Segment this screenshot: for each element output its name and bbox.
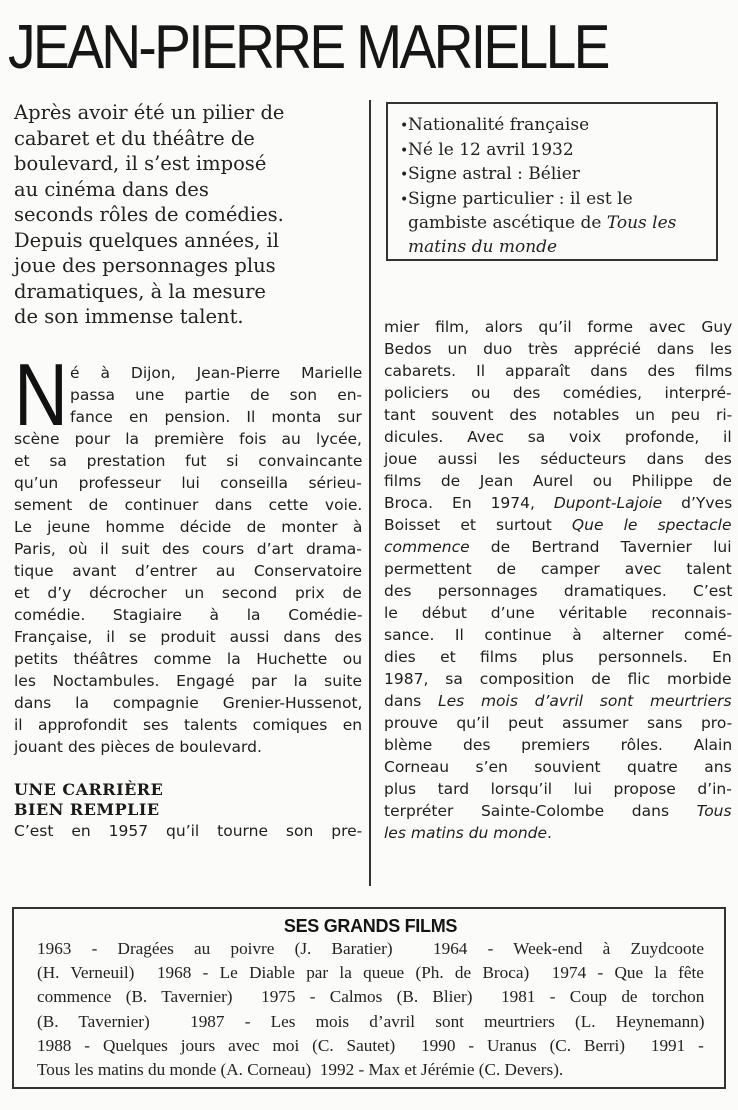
column-divider: [369, 100, 371, 886]
body-line: é à Dijon, Jean-Pierre Marielle: [70, 364, 363, 382]
intro-line: de son immense talent.: [14, 305, 244, 328]
body-line: cabarets. Il apparaît dans des films: [384, 362, 733, 380]
body-line: [384, 536, 732, 558]
body-line: Paris, où il suit des cours d’art drama-: [14, 540, 362, 558]
body-line: prouve qu’il peut assumer sans pro-: [384, 714, 733, 732]
info-item-text: Signe particulier : il est le: [408, 188, 633, 209]
filmography-line: Tous les matins du monde (A. Corneau) 1992 - Max et Jérémie (C. Devers).: [37, 1060, 564, 1080]
text-run: Boisset et surtout: [384, 516, 572, 534]
body-line: fance en pension. Il monta sur: [70, 408, 362, 426]
filmography-line: commence (B. Tavernier) 1975 - Calmos (B. Blier) 1981 - Coup de torchon: [37, 987, 705, 1007]
intro-line: dramatiques, à la mesure: [14, 279, 266, 303]
body-line: tique avant d’entrer au Conservatoire: [14, 562, 363, 580]
body-line: le début d’une véritable reconnais-: [384, 604, 732, 622]
intro-line: Depuis quelques années, il: [14, 228, 279, 252]
body-line: [384, 514, 732, 536]
subheading-line: BIEN REMPLIE: [14, 800, 160, 819]
body-line: Française, il se produit aussi dans des: [14, 628, 363, 646]
bullet-icon: •: [400, 167, 409, 183]
body-line: tant souvent des notables un peu ri-: [384, 406, 733, 424]
body-line: dans la compagnie Grenier-Hussenot,: [14, 694, 363, 712]
intro-line: cabaret et du théâtre de: [14, 126, 255, 150]
body-line: et sa prestation fut si convaincante: [14, 452, 363, 470]
body-line: blème des premiers rôles. Alain: [384, 736, 733, 754]
filmography-box: [12, 907, 726, 1089]
body-line: mier film, alors qu’il forme avec Guy: [384, 318, 733, 336]
body-line: [384, 822, 732, 844]
info-item-text: Né le 12 avril 1932: [408, 139, 574, 160]
filmography-line: (B. Tavernier) 1987 - Les mois d’avril sont meurtriers (L. Heynemann): [37, 1011, 705, 1031]
info-box: [386, 102, 718, 261]
intro-line: seconds rôles de comédies.: [14, 203, 284, 226]
subheading-line: UNE CARRIÈRE: [14, 780, 164, 799]
body-line: petits théâtres comme la Huchette ou: [14, 650, 363, 668]
body-line: plus tard lorsqu’il lui propose d’in-: [384, 780, 732, 798]
body-line: 1987, sa composition de flic morbide: [384, 670, 732, 688]
info-item-astral-sign: [400, 163, 716, 188]
section-subheading: [14, 780, 362, 820]
body-line: qu’un professeur lui conseilla sérieu-: [14, 474, 362, 492]
body-line: des personnages dramatiques. C’est: [384, 582, 733, 600]
body-line: sement de continuer dans cette voie.: [14, 496, 363, 514]
body-line: dicules. Avec sa voix profonde, il: [384, 428, 732, 446]
film-title-italic: Tous: [696, 802, 732, 820]
bullet-icon: •: [400, 142, 409, 159]
body-line: sance. Il continue à alterner comé-: [384, 626, 733, 644]
body-line: il approfondit ses talents comiques en: [14, 716, 363, 734]
body-line: Bedos un duo très apprécié dans les: [384, 340, 732, 358]
bullet-icon: •: [400, 191, 409, 208]
body-column-left: [14, 345, 363, 842]
body-column-right: [384, 316, 732, 844]
info-item-continuation: [400, 212, 716, 236]
intro-paragraph: [14, 100, 354, 330]
info-item-continuation: [400, 236, 716, 260]
body-line: scène pour la première fois au lycée,: [14, 430, 362, 448]
info-item-text: gambiste ascétique de: [408, 213, 607, 233]
bullet-icon: •: [400, 118, 409, 134]
body-line: comédie. Stagiaire à la Comédie-: [14, 606, 363, 624]
filmography-line: (H. Verneuil) 1968 - Le Diable par la queue (Ph. de Broca) 1974 - Que la fête: [37, 963, 704, 983]
intro-line: boulevard, il s’est imposé: [14, 152, 267, 175]
film-title-italic: matins du monde: [408, 236, 558, 257]
info-item-text: Signe astral : Bélier: [408, 164, 580, 184]
body-line: C’est en 1957 qu’il tourne son pre-: [14, 822, 363, 840]
text-run: dans: [384, 692, 438, 710]
filmography-line: 1963 - Dragées au poivre (J. Baratier) 1964 - Week-end à Zuydcoote: [37, 939, 705, 958]
text-run: de Bertrand Tavernier lui: [469, 538, 732, 556]
body-line: joue aussi les séducteurs dans des: [384, 450, 732, 468]
film-title-italic: Dupont-Lajoie: [553, 494, 663, 512]
body-line: les Noctambules. Engagé par la suite: [14, 672, 362, 690]
info-item-text: Nationalité française: [408, 115, 590, 135]
body-line: dies et films plus personnels. En: [384, 648, 732, 666]
body-line: [384, 690, 732, 712]
body-line: films de Jean Aurel ou Philippe de: [384, 472, 732, 490]
info-item-nationality: [400, 114, 716, 139]
intro-line: au cinéma dans des: [14, 177, 209, 201]
body-line: Le jeune homme décide de monter à: [14, 518, 363, 536]
article-title: JEAN-PIERRE MARIELLE: [8, 13, 608, 82]
body-line: et d’y décrocher un second prix de: [14, 584, 362, 602]
film-title-italic: commence: [384, 538, 470, 556]
drop-cap: N: [14, 345, 69, 444]
intro-line: Après avoir été un pilier de: [14, 101, 285, 124]
body-line: policiers ou des comédies, interpré-: [384, 384, 732, 402]
info-item-particular-sign: [400, 188, 716, 213]
text-run: Broca. En 1974,: [384, 494, 554, 512]
body-line: [384, 800, 732, 822]
film-title-italic: Que le spectacle: [571, 516, 732, 534]
filmography-title: SES GRANDS FILMS: [283, 916, 458, 936]
body-line: passa une partie de son en-: [70, 386, 363, 404]
body-line: permettent de camper avec talent: [384, 560, 732, 578]
film-title-italic: les matins du monde: [384, 824, 548, 842]
body-line: [384, 492, 732, 514]
text-run: terpréter Sainte-Colombe dans: [384, 802, 697, 820]
body-line: jouant des pièces de boulevard.: [14, 738, 262, 756]
filmography-line: 1988 - Quelques jours avec moi (C. Sautet) 1990 - Uranus (C. Berri) 1991 -: [37, 1035, 704, 1055]
film-title-italic: Tous les: [606, 213, 677, 233]
info-item-birth: [400, 139, 716, 164]
text-run: .: [547, 824, 552, 842]
text-run: d’Yves: [662, 494, 733, 512]
intro-line: joue des personnages plus: [14, 254, 276, 277]
film-title-italic: Les mois d’avril sont meurtriers: [437, 692, 732, 710]
body-line: Corneau s’en souvient quatre ans: [384, 758, 732, 776]
